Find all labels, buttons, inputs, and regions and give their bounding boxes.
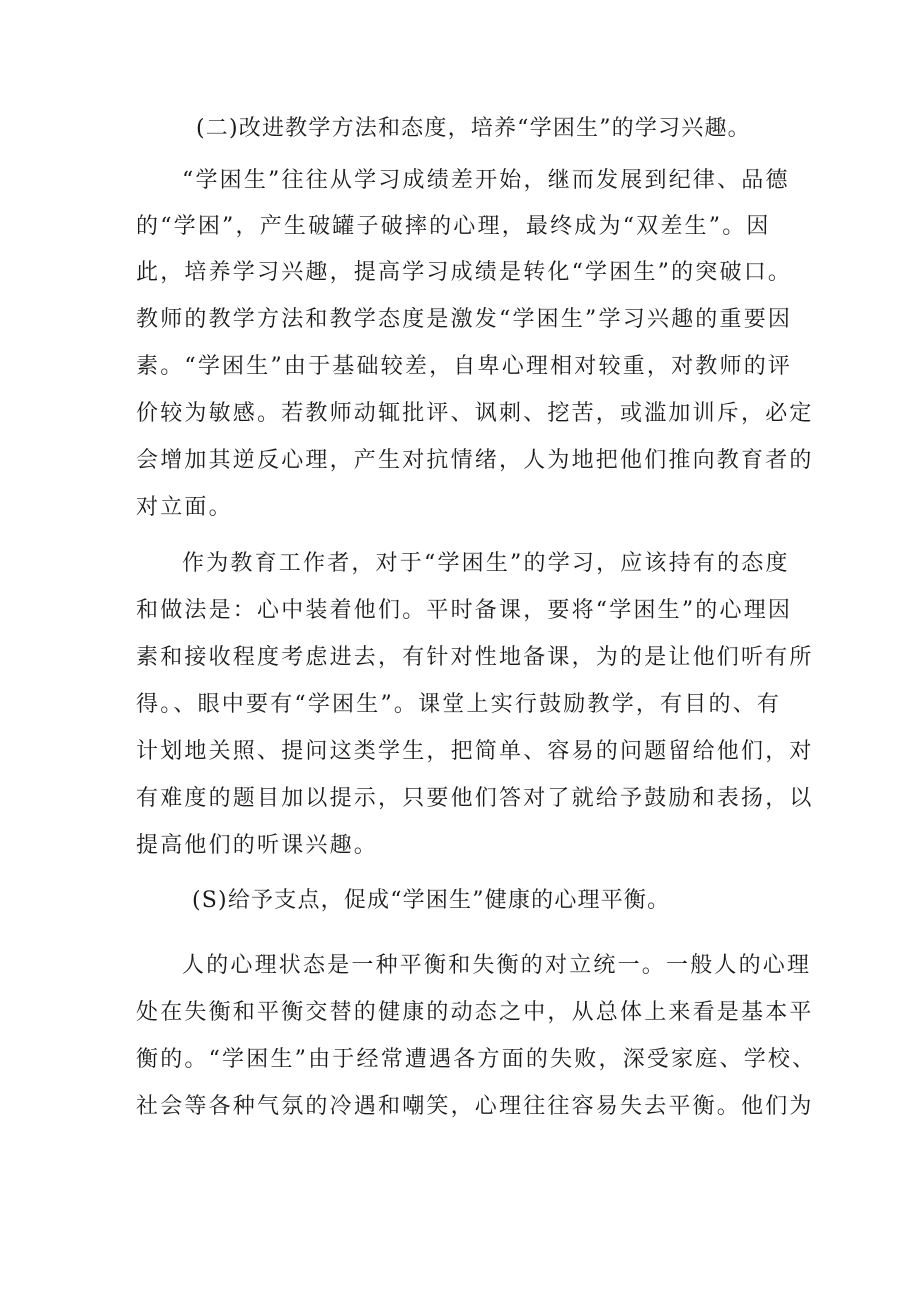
paragraph-line: 教师的教学方法和教学态度是激发“学困生”学习兴趣的重要因 bbox=[136, 307, 793, 332]
paragraph-line: 作为教育工作者，对于“学困生”的学习，应该持有的态度 bbox=[182, 551, 790, 576]
paragraph-line: 素和接收程度考虑进去，有针对性地备课，为的是让他们听有所 bbox=[136, 645, 814, 670]
paragraph-line: 的“学困”，产生破罐子破摔的心理，最终成为“双差生”。因 bbox=[136, 214, 771, 239]
paragraph-line: 社会等各种气氛的冷遇和嘲笑，心理往往容易失去平衡。他们为 bbox=[136, 1094, 814, 1119]
paragraph-line: 此，培养学习兴趣，提高学习成绩是转化“学困生”的突破口。 bbox=[136, 260, 793, 285]
paragraph-line: 和做法是：心中装着他们。平时备课，要将“学困生”的心理因 bbox=[136, 598, 793, 623]
paragraph-line: 处在失衡和平衡交替的健康的动态之中，从总体上来看是基本平 bbox=[136, 1000, 814, 1025]
paragraph-line: 得。、眼中要有“学困生”。课堂上实行鼓励教学，有目的、有 bbox=[136, 692, 782, 717]
paragraph-line: “学困生”往往从学习成绩差开始，继而发展到纪律、品德 bbox=[182, 168, 790, 193]
paragraph-line: 人的心理状态是一种平衡和失衡的对立统一。一般人的心理 bbox=[182, 953, 812, 978]
paragraph-line: 提高他们的听课兴趣。 bbox=[136, 833, 379, 858]
paragraph-line: 对立面。 bbox=[136, 495, 233, 520]
paragraph-line: 计划地关照、提问这类学生，把简单、容易的问题留给他们，对 bbox=[136, 739, 814, 764]
paragraph-line: 素。“学困生”由于基础较差，自卑心理相对较重，对教师的评 bbox=[136, 354, 793, 379]
paragraph-line: 会增加其逆反心理，产生对抗情绪，人为地把他们推向教育者的 bbox=[136, 448, 814, 473]
section-heading-3: (S)给予支点，促成“学困生”健康的心理平衡。 bbox=[192, 888, 671, 913]
paragraph-line: 有难度的题目加以提示，只要他们答对了就给予鼓励和表扬，以 bbox=[136, 786, 814, 811]
section-heading-2: (二)改进教学方法和态度，培养“学困生”的学习兴趣。 bbox=[196, 116, 751, 141]
paragraph-line: 价较为敏感。若教师动辄批评、讽刺、挖苦，或滥加训斥，必定 bbox=[136, 401, 814, 426]
paragraph-line: 衡的。“学困生”由于经常遭遇各方面的失败，深受家庭、学校、 bbox=[136, 1047, 817, 1072]
